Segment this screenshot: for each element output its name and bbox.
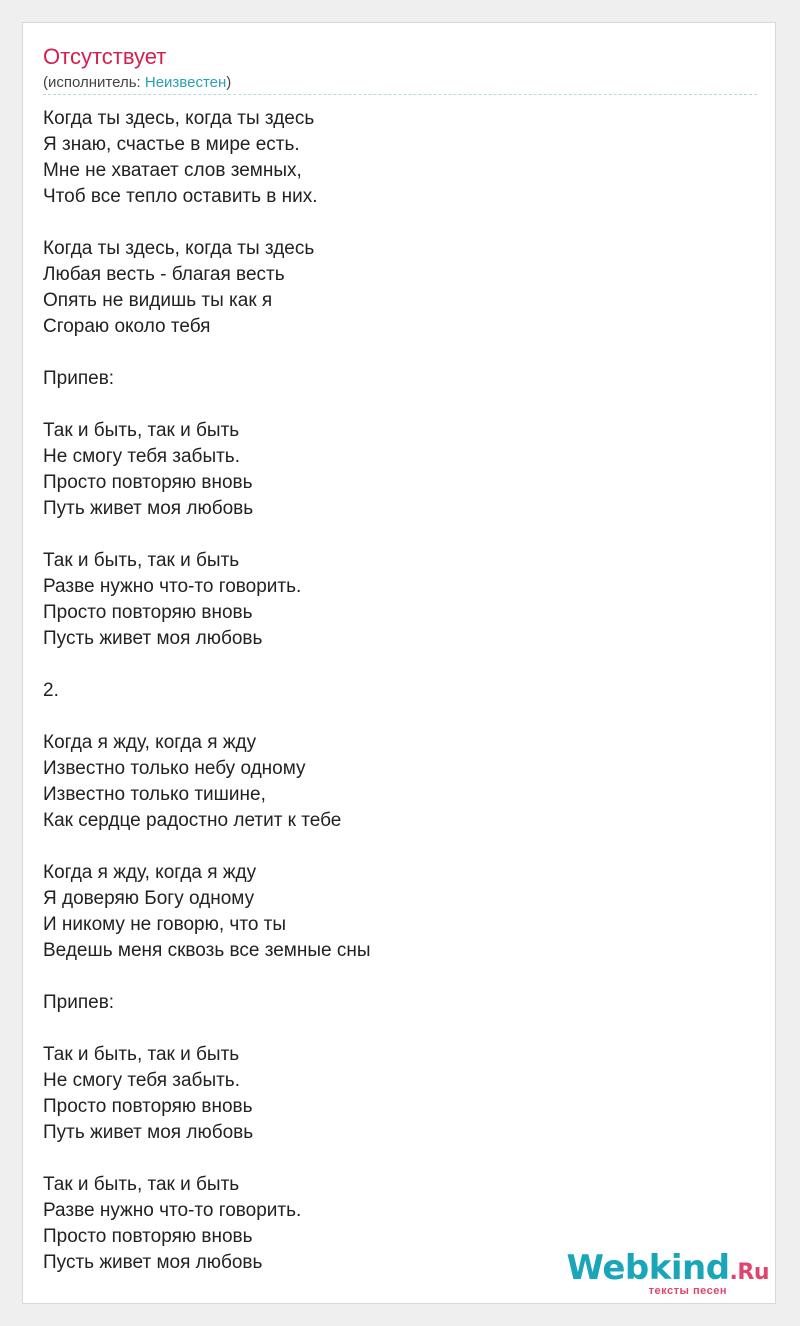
lyric-line: Когда я жду, когда я жду: [43, 732, 257, 753]
lyric-line: Не смогу тебя забыть.: [43, 446, 240, 467]
lyric-line: Ведешь меня сквозь все земные сны: [43, 940, 371, 961]
lyric-line: Просто повторяю вновь: [43, 602, 253, 623]
artist-link[interactable]: Неизвестен: [144, 74, 227, 91]
lyric-line: Припев:: [43, 368, 115, 389]
lyric-line: 2.: [43, 680, 59, 701]
lyric-line: Так и быть, так и быть: [43, 1174, 240, 1195]
lyric-line: Так и быть, так и быть: [43, 550, 240, 571]
lyric-line: [43, 1016, 757, 1042]
lyric-line: [43, 210, 757, 236]
lyric-line: Разве нужно что-то говорить.: [43, 576, 302, 597]
lyric-line: [43, 522, 757, 548]
lyric-line: [43, 652, 757, 678]
lyric-line: [43, 340, 757, 366]
lyric-line: Мне не хватает слов земных,: [43, 160, 302, 181]
lyric-line: Я знаю, счастье в мире есть.: [43, 134, 300, 155]
artist-prefix: (исполнитель:: [43, 74, 145, 91]
lyric-line: Разве нужно что-то говорить.: [43, 1200, 302, 1221]
lyric-line: Когда я жду, когда я жду: [43, 862, 257, 883]
lyric-line: Опять не видишь ты как я: [43, 290, 273, 311]
lyric-line: Просто повторяю вновь: [43, 472, 253, 493]
lyric-line: [43, 392, 757, 418]
lyric-line: Когда ты здесь, когда ты здесь: [43, 108, 315, 129]
lyric-line: Так и быть, так и быть: [43, 420, 240, 441]
lyric-line: Так и быть, так и быть: [43, 1044, 240, 1065]
lyric-line: Путь живет моя любовь: [43, 498, 254, 519]
lyric-line: Когда ты здесь, когда ты здесь: [43, 238, 315, 259]
logo-brand: Webkind: [566, 1248, 730, 1288]
lyric-line: Путь живет моя любовь: [43, 1122, 254, 1143]
lyric-line: [43, 704, 757, 730]
lyric-line: Просто повторяю вновь: [43, 1226, 253, 1247]
lyric-line: Пусть живет моя любовь: [43, 1252, 263, 1273]
lyrics-text: [43, 106, 757, 1276]
lyric-line: Я доверяю Богу одному: [43, 888, 255, 909]
title-divider: [43, 94, 757, 95]
lyric-line: Известно только небу одному: [43, 758, 306, 779]
lyric-line: Не смогу тебя забыть.: [43, 1070, 240, 1091]
lyric-line: Чтоб все тепло оставить в них.: [43, 186, 318, 207]
logo-tld: .Ru: [729, 1260, 769, 1285]
lyric-line: Припев:: [43, 992, 115, 1013]
lyric-line: Сгораю около тебя: [43, 316, 211, 337]
lyrics-card: [22, 22, 776, 1304]
lyric-line: Просто повторяю вновь: [43, 1096, 253, 1117]
lyric-line: И никому не говорю, что ты: [43, 914, 287, 935]
lyric-line: [43, 834, 757, 860]
logo-tagline: тексты песен: [648, 1285, 727, 1297]
song-title: Отсутствует: [43, 44, 167, 69]
artist-suffix: ): [226, 74, 232, 91]
site-logo: [567, 1250, 769, 1297]
lyric-line: Как сердце радостно летит к тебе: [43, 810, 342, 831]
lyric-line: Пусть живет моя любовь: [43, 628, 263, 649]
lyric-line: Любая весть - благая весть: [43, 264, 285, 285]
lyric-line: [43, 1146, 757, 1172]
lyric-line: [43, 964, 757, 990]
artist-line: [43, 73, 231, 93]
lyric-line: Известно только тишине,: [43, 784, 266, 805]
